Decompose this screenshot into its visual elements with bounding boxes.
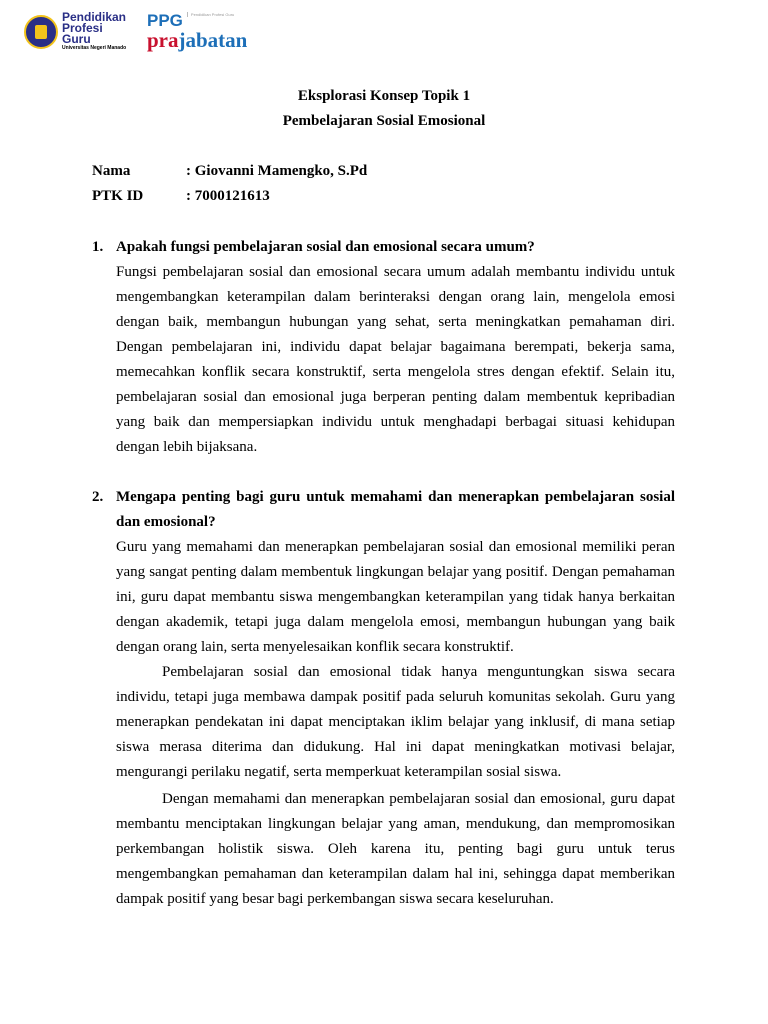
- ppg-unima-logo: [24, 12, 126, 52]
- question-2: [92, 485, 675, 535]
- question-number: 2.: [92, 489, 104, 505]
- doc-subtitle: Pembelajaran Sosial Emosional: [282, 113, 486, 129]
- ppg-prajabatan-logo: [147, 12, 247, 50]
- university-seal-icon: [24, 15, 58, 49]
- question-1: [92, 235, 675, 260]
- info-name: [92, 163, 368, 180]
- info-label: PTK ID: [92, 188, 144, 204]
- logo-line3: Guru: [62, 32, 91, 46]
- logo-university: Universitas Negeri Manado: [62, 45, 127, 51]
- logo-line1: Pendidikan: [62, 10, 127, 24]
- logo-line2: Profesi: [62, 21, 103, 35]
- info-value: : Giovanni Mamengko, S.Pd: [186, 163, 368, 179]
- question-text: Mengapa penting bagi guru untuk memahami dan menerapkan pembelajaran sosial dan emosional?: [116, 489, 675, 530]
- ppg-text: PPG: [147, 11, 183, 30]
- pra-text: pra: [147, 28, 179, 52]
- question-number: 1.: [92, 239, 104, 255]
- ppg-small-text: Pendidikan Profesi Guru: [187, 12, 234, 17]
- jabatan-text: jabatan: [178, 28, 248, 52]
- answer-2-para-1: Guru yang memahami dan menerapkan pembelajaran sosial dan emosional memiliki peran yang sangat penting dalam membentuk lingkungan belajar yang positif. Dengan pemahaman ini, guru dapat membantu siswa mengembangkan keterampilan yang tidak hanya berkaitan dengan akademik, tetapi juga dalam mengelola emosi, membangun hubungan yang baik dengan orang lain, serta menyelesaikan konflik secara konstruktif.: [116, 539, 675, 655]
- info-ptk: [92, 188, 270, 205]
- answer-1: Fungsi pembelajaran sosial dan emosional secara umum adalah membantu individu untuk mengembangkan keterampilan dalam berinteraksi dengan orang lain, mengelola emosi dengan baik, membangun hubungan yang sehat, serta meningkatkan pemahaman diri. Dengan pembelajaran ini, individu dapat belajar bagaimana berempati, bekerja sama, memecahkan konflik secara konstruktif, serta mengelola stres dengan efektif. Selain itu, pembelajaran sosial dan emosional juga berperan penting dalam membentuk kepribadian yang baik dan mempersiapkan individu untuk menghadapi berbagai situasi kehidupan dengan lebih bijaksana.: [116, 264, 675, 455]
- info-label: Nama: [92, 163, 131, 179]
- answer-2-para-2: Pembelajaran sosial dan emosional tidak hanya menguntungkan siswa secara individu, tetapi juga membawa dampak positif pada seluruh komunitas sekolah. Guru yang menerapkan pendekatan ini dapat menciptakan iklim belajar yang inklusif, di mana setiap siswa merasa diterima dan didukung. Hal ini dapat meningkatkan motivasi belajar, mengurangi perilaku negatif, serta memperkuat keterampilan sosial siswa.: [116, 664, 675, 780]
- question-text: Apakah fungsi pembelajaran sosial dan emosional secara umum?: [116, 239, 535, 255]
- info-value: : 7000121613: [186, 188, 270, 204]
- answer-2-para-3: Dengan memahami dan menerapkan pembelajaran sosial dan emosional, guru dapat membantu menciptakan lingkungan belajar yang aman, mendukung, dan mempromosikan perkembangan holistik siswa. Oleh karena itu, penting bagi guru untuk terus mengembangkan pemahaman dan keterampilan dalam hal ini, sehingga dapat memberikan dampak positif yang besar bagi perkembangan siswa secara keseluruhan.: [116, 791, 675, 907]
- doc-title: Eksplorasi Konsep Topik 1: [297, 88, 471, 104]
